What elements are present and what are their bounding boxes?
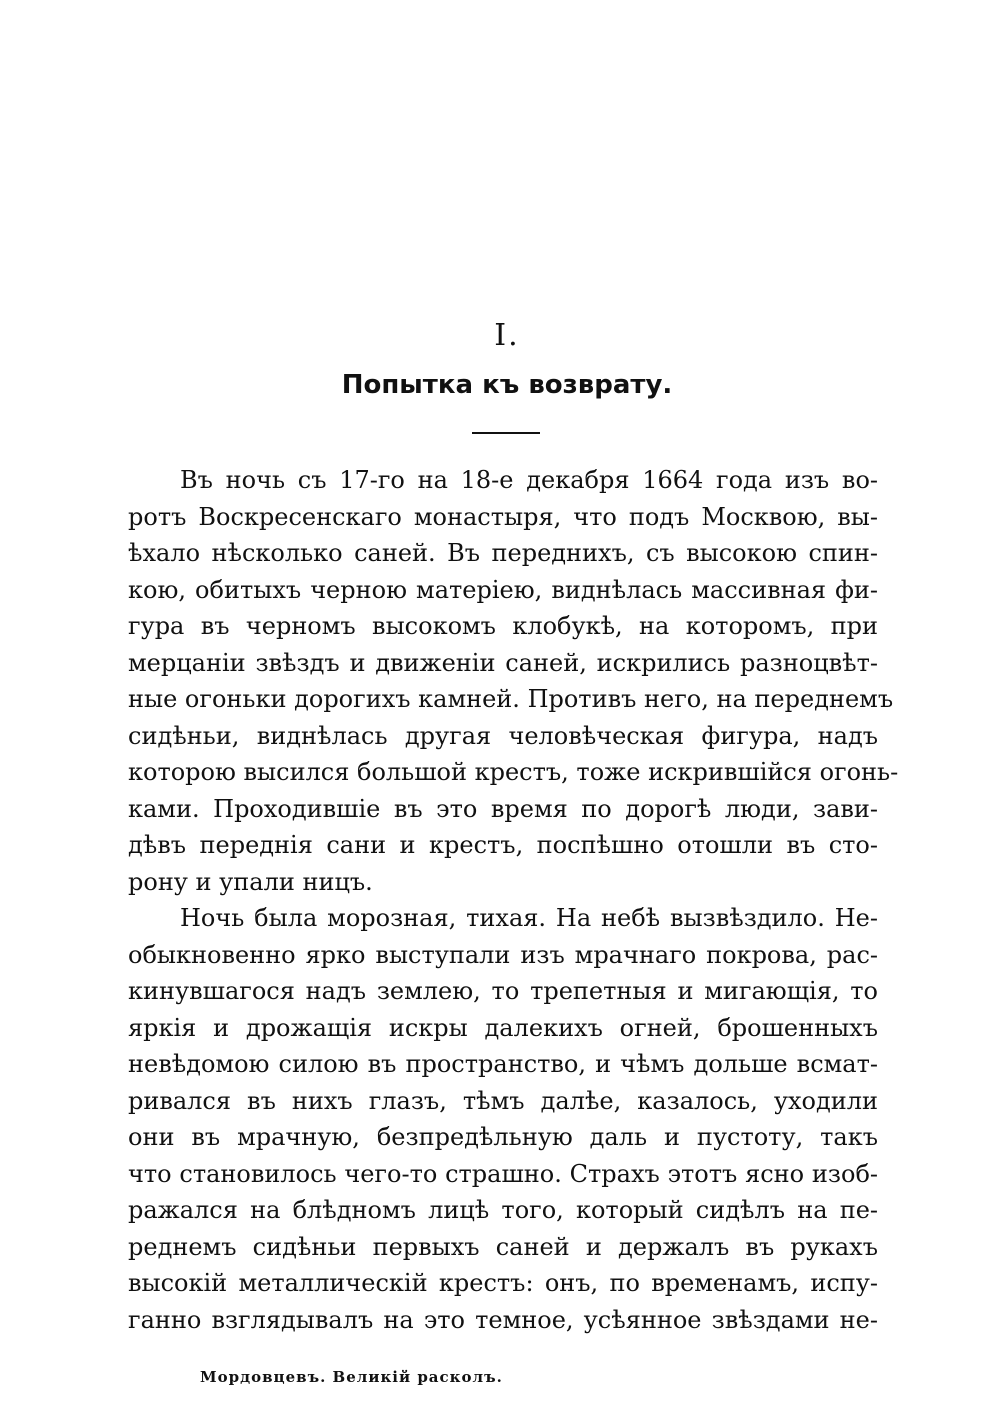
text-line: невѣдомою силою въ пространство, и чѣмъ дольше всмат- — [128, 1050, 878, 1078]
chapter-number: I. — [494, 318, 520, 353]
text-line: дѣвъ переднія сани и крестъ, поспѣшно отошли въ сто- — [128, 831, 878, 859]
text-line: обыкновенно ярко выступали изъ мрачнаго покрова, рас- — [128, 940, 878, 969]
text-line: они въ мрачную, безпредѣльную даль и пустоту, такъ — [128, 1123, 878, 1151]
title-divider — [472, 432, 540, 434]
text-line: Ночь была морозная, тихая. На небѣ вызвѣздило. Не- — [180, 904, 878, 932]
text-line: яркія и дрожащія искры далекихъ огней, брошенныхъ — [128, 1013, 878, 1042]
text-line: ражался на блѣдномъ лицѣ того, который сидѣлъ на пе- — [128, 1196, 878, 1224]
text-line: кинувшагося надъ землею, то трепетныя и мигающія, то — [128, 977, 878, 1005]
text-line: ѣхало нѣсколько саней. Въ переднихъ, съ высокою спин- — [128, 539, 878, 567]
text-line: сидѣньи, виднѣлась другая человѣческая фигура, надъ — [128, 721, 878, 750]
text-line: ками. Проходившіе въ это время по дорогѣ люди, зави- — [128, 794, 878, 823]
text-line: мерцаніи звѣздъ и движеніи саней, искрились разноцвѣт- — [128, 648, 878, 677]
text-line: ные огоньки дорогихъ камней. Противъ него, на переднемъ — [128, 685, 894, 713]
text-line: которою высился большой крестъ, тоже искрившійся огонь- — [128, 758, 899, 786]
chapter-title: Попытка къ возврату. — [341, 370, 673, 400]
text-line: ривался въ нихъ глазъ, тѣмъ далѣе, казалось, уходили — [128, 1086, 878, 1115]
text-line: высокій металлическій крестъ: онъ, по временамъ, испу- — [128, 1269, 878, 1297]
text-line: рону и упали ницъ. — [128, 867, 373, 896]
text-line: кою, обитыхъ черною матеріею, виднѣлась массивная фи- — [128, 575, 878, 604]
text-line: что становилось чего-то страшно. Страхъ этотъ ясно изоб- — [128, 1159, 878, 1188]
text-line: ротъ Воскресенскаго монастыря, что подъ Москвою, вы- — [128, 502, 878, 531]
text-line: ганно взглядывалъ на это темное, усѣянное звѣздами не- — [128, 1305, 878, 1334]
page-footer-signature: Мордовцевъ. Великій расколъ. — [200, 1368, 503, 1386]
text-line: Въ ночь съ 17-го на 18-е декабря 1664 года изъ во- — [180, 466, 878, 494]
text-line: реднемъ сидѣньи первыхъ саней и держалъ въ рукахъ — [128, 1232, 878, 1261]
body-text — [128, 462, 899, 1338]
text-line: гура въ черномъ высокомъ клобукѣ, на которомъ, при — [128, 612, 878, 640]
